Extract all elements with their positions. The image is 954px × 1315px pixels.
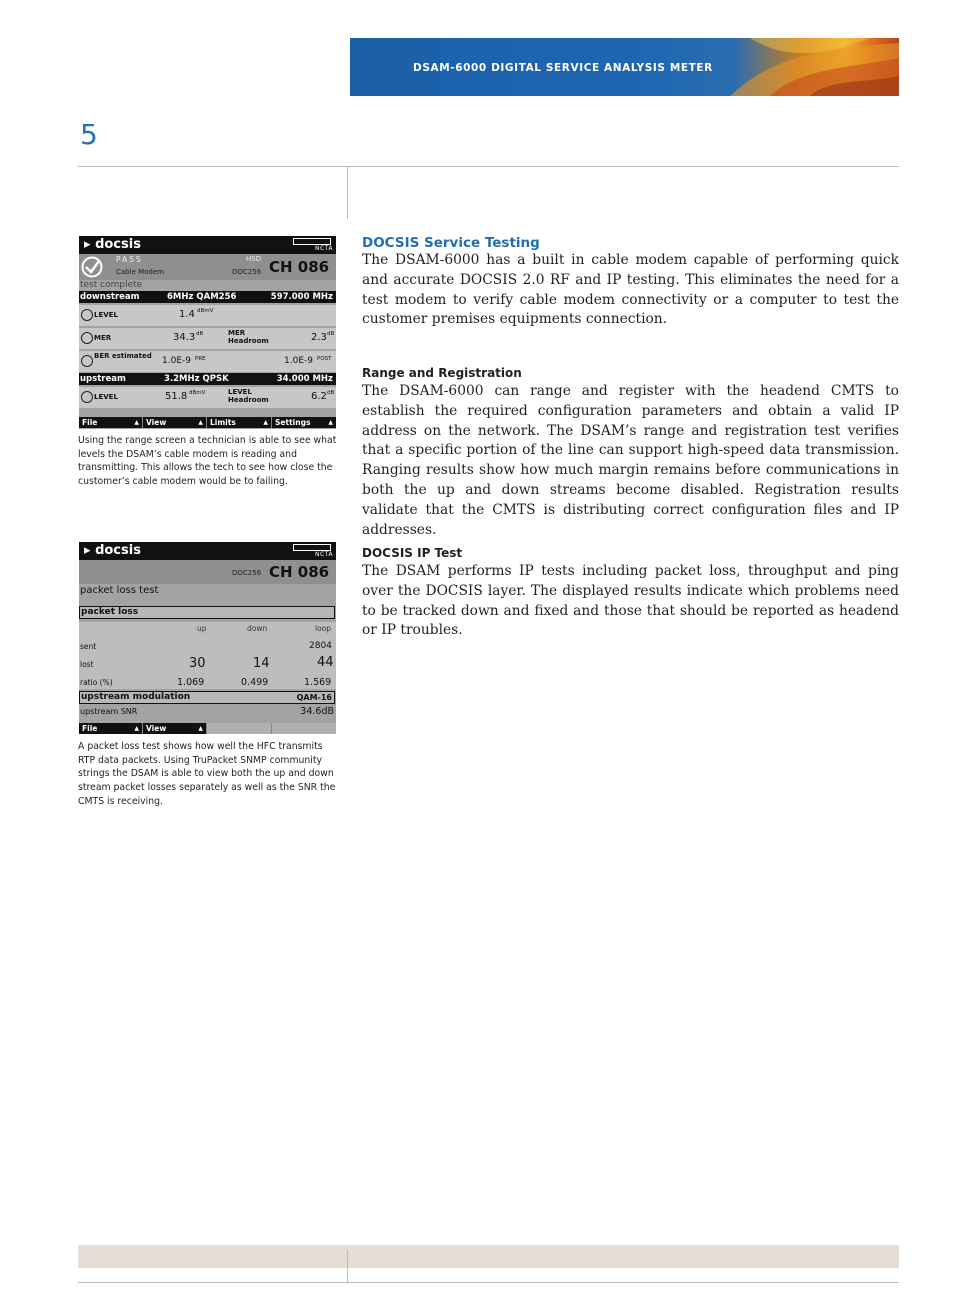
section-heading: DOCSIS IP Test (362, 546, 463, 560)
top-rule (78, 166, 899, 167)
docsis-range-screen (79, 236, 336, 429)
cable-modem-label: Cable Modem (116, 268, 164, 276)
level-row: LEVEL 1.4 dBmV (79, 305, 336, 326)
upstream-snr-row: upstream SNR 34.6dB (80, 706, 334, 717)
pass-check-icon (81, 256, 103, 278)
ncta-label: NCTA (315, 551, 333, 558)
footer-band (78, 1245, 899, 1268)
doc-label: DOC256 (232, 569, 262, 577)
softkey-empty-1[interactable] (207, 723, 272, 734)
upstream-modulation-row: upstream modulation QAM-16 (79, 691, 335, 704)
status-panel (79, 254, 336, 280)
screen-header (79, 236, 336, 254)
packet-loss-title: packet loss test (80, 585, 159, 596)
battery-icon (293, 544, 331, 551)
section-heading: Range and Registration (362, 366, 522, 380)
test-status: test complete (80, 280, 143, 290)
section-docsis-ip-test (362, 546, 899, 641)
check-icon (81, 309, 93, 321)
docsis-logo: ▸ docsis (84, 237, 141, 252)
check-icon (81, 332, 93, 344)
column-divider (347, 166, 348, 219)
softkey-view[interactable]: View ▲ (143, 417, 207, 428)
softkey-file[interactable]: File ▲ (79, 417, 143, 428)
hsd-label: HSD (246, 255, 262, 263)
upstream-level-row: LEVEL 51.8 dBmV LEVEL Headroom 6.2 dB (79, 387, 336, 408)
channel-label: CH 086 (269, 258, 330, 276)
check-icon (81, 391, 93, 403)
upstream-bar: upstream 3.2MHz QPSK 34.000 MHz (79, 373, 336, 385)
caption-packet-loss-screen: A packet loss test shows how well the HFC transmits RTP data packets. Using TruPacket SNMP community strings the DSAM is able to view both the up and down stream packet losses separately as well as the SNR the CMTS is receiving. (78, 741, 336, 807)
softkey-settings[interactable]: Settings ▲ (275, 418, 333, 427)
pass-label: PASS (116, 255, 143, 264)
section-range-registration (362, 366, 899, 540)
caption-range-screen: Using the range screen a technician is able to see what levels the DSAM’s cable modem is reading and transmitting. This allows the tech to see how close the customer’s cable modem would be to failing. (78, 435, 337, 488)
packet-loss-section: packet loss (79, 606, 335, 619)
section-body: The DSAM-6000 can range and register with the headend CMTS to establish the required configuration parameters and obtain a valid IP address on the network. The DSAM’s range and registration test verifies that a specific portion of the line can support high-speed data transmission. Ranging results show how much margin remains before communications in both the up and down streams become disabled. Registration results validate that the CMTS is distributing correct configuration files and IP addresses. (362, 383, 899, 538)
ber-row: BER estimated 1.0E-9 PRE 1.0E-9 POST (79, 351, 336, 372)
packet-loss-table: up down loop sent 2804 lost 30 14 44 ratio (%) 1.069 0.499 1.569 (79, 622, 336, 689)
softkey-limits[interactable]: Limits ▲ (207, 417, 272, 428)
ncta-label: NCTA (315, 245, 333, 252)
softkey-file[interactable]: File ▲ (79, 723, 143, 734)
section-heading: DOCSIS Service Testing (362, 235, 540, 251)
section-body: The DSAM performs IP tests including packet loss, throughput and ping over the DOCSIS layer. The displayed results indicate which problems need to be tracked down and fixed and those that should be reported as headend or IP troubles. (362, 563, 899, 639)
check-icon (81, 355, 93, 367)
screen-header (79, 542, 336, 560)
channel-label: CH 086 (269, 563, 330, 581)
docsis-packet-loss-screen (79, 542, 336, 734)
docsis-logo: ▸ docsis (84, 543, 141, 558)
doc-label: DOC256 (232, 268, 262, 276)
softkey-view[interactable]: View ▲ (143, 723, 207, 734)
channel-panel (79, 560, 336, 584)
page-number: 5 (80, 118, 98, 151)
battery-icon (293, 238, 331, 245)
downstream-bar: downstream 6MHz QAM256 597.000 MHz (79, 291, 336, 303)
softkey-empty-2[interactable] (272, 723, 336, 734)
section-docsis-service-testing (362, 235, 899, 330)
softkey-bar (79, 723, 336, 734)
banner-title: DSAM-6000 DIGITAL SERVICE ANALYSIS METER (413, 62, 713, 74)
mer-row: MER 34.3 dB MER Headroom 2.3 dB (79, 328, 336, 349)
section-body: The DSAM-6000 has a built in cable modem capable of performing quick and accurate DOCSIS 2.0 RF and IP testing. This eliminates the need for a test modem to verify cable modem connectivity or a computer to test the customer premises equipments connection. (362, 252, 899, 328)
footer-rule (78, 1282, 899, 1283)
footer-divider (347, 1250, 348, 1282)
softkey-bar (79, 417, 336, 428)
header-banner (350, 38, 899, 96)
